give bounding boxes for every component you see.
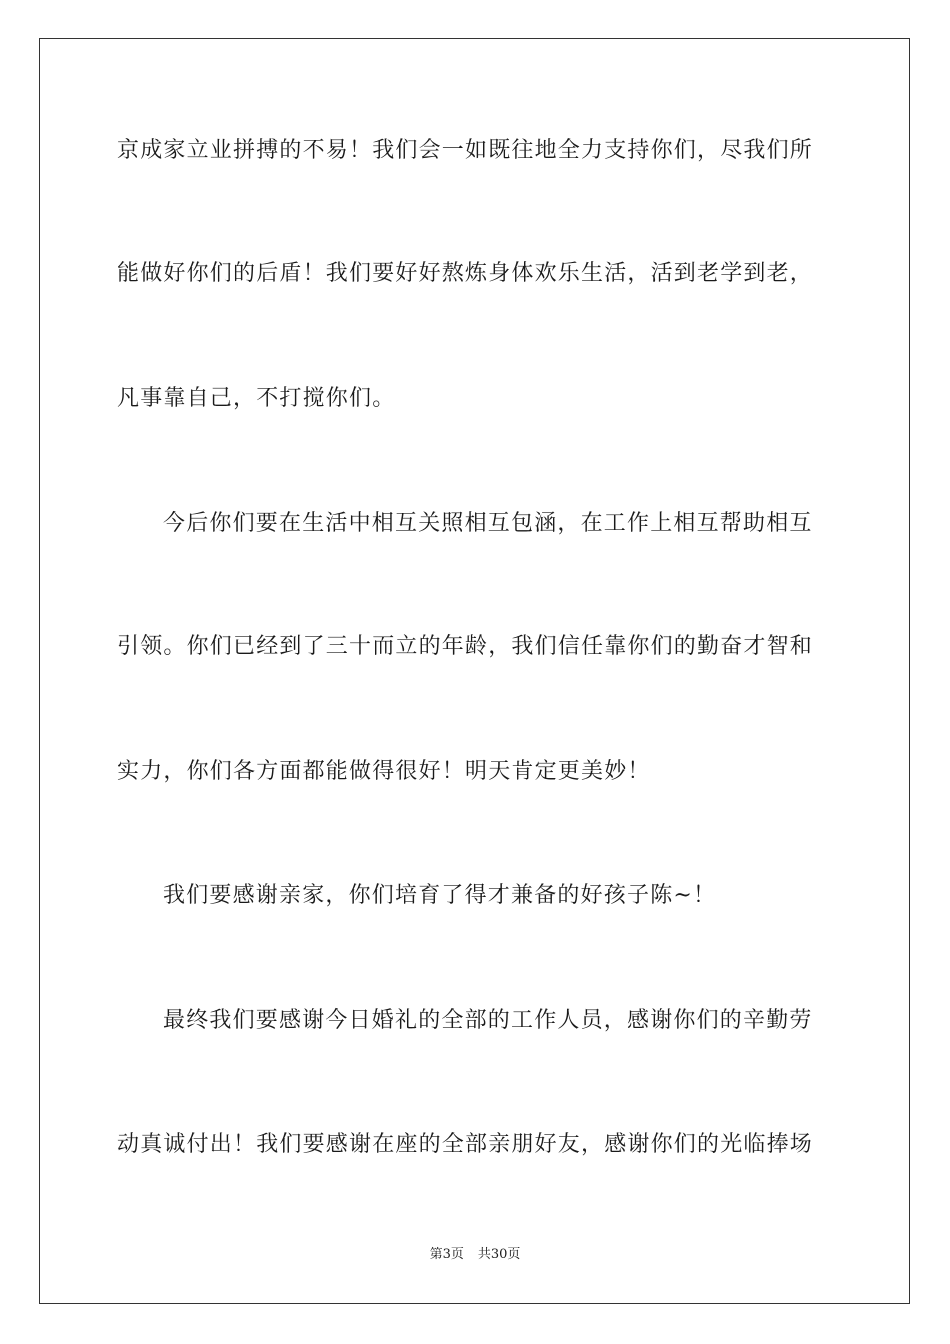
body-text-line: 实力，你们各方面都能做得很好！明天肯定更美妙！ bbox=[117, 759, 651, 784]
body-text-line: 动真诚付出！我们要感谢在座的全部亲朋好友，感谢你们的光临捧场 bbox=[117, 1132, 814, 1157]
body-text-line: 凡事靠自己，不打搅你们。 bbox=[117, 386, 396, 411]
page-number: 第3页 bbox=[429, 1247, 464, 1262]
page-total: 共30页 bbox=[477, 1247, 521, 1262]
page-border bbox=[39, 38, 910, 1304]
body-text-line: 能做好你们的后盾！我们要好好熬炼身体欢乐生活，活到老学到老， bbox=[117, 261, 814, 286]
body-text-line: 我们要感谢亲家，你们培育了得才兼备的好孩子陈~！ bbox=[163, 883, 717, 908]
body-text-line: 引领。你们已经到了三十而立的年龄，我们信任靠你们的勤奋才智和 bbox=[117, 634, 814, 659]
body-text-line: 最终我们要感谢今日婚礼的全部的工作人员，感谢你们的辛勤劳 bbox=[163, 1008, 813, 1033]
page-footer bbox=[0, 1247, 950, 1263]
body-text-line: 今后你们要在生活中相互关照相互包涵，在工作上相互帮助相互 bbox=[163, 511, 813, 536]
body-text-line: 京成家立业拼搏的不易！我们会一如既往地全力支持你们，尽我们所 bbox=[117, 138, 814, 163]
